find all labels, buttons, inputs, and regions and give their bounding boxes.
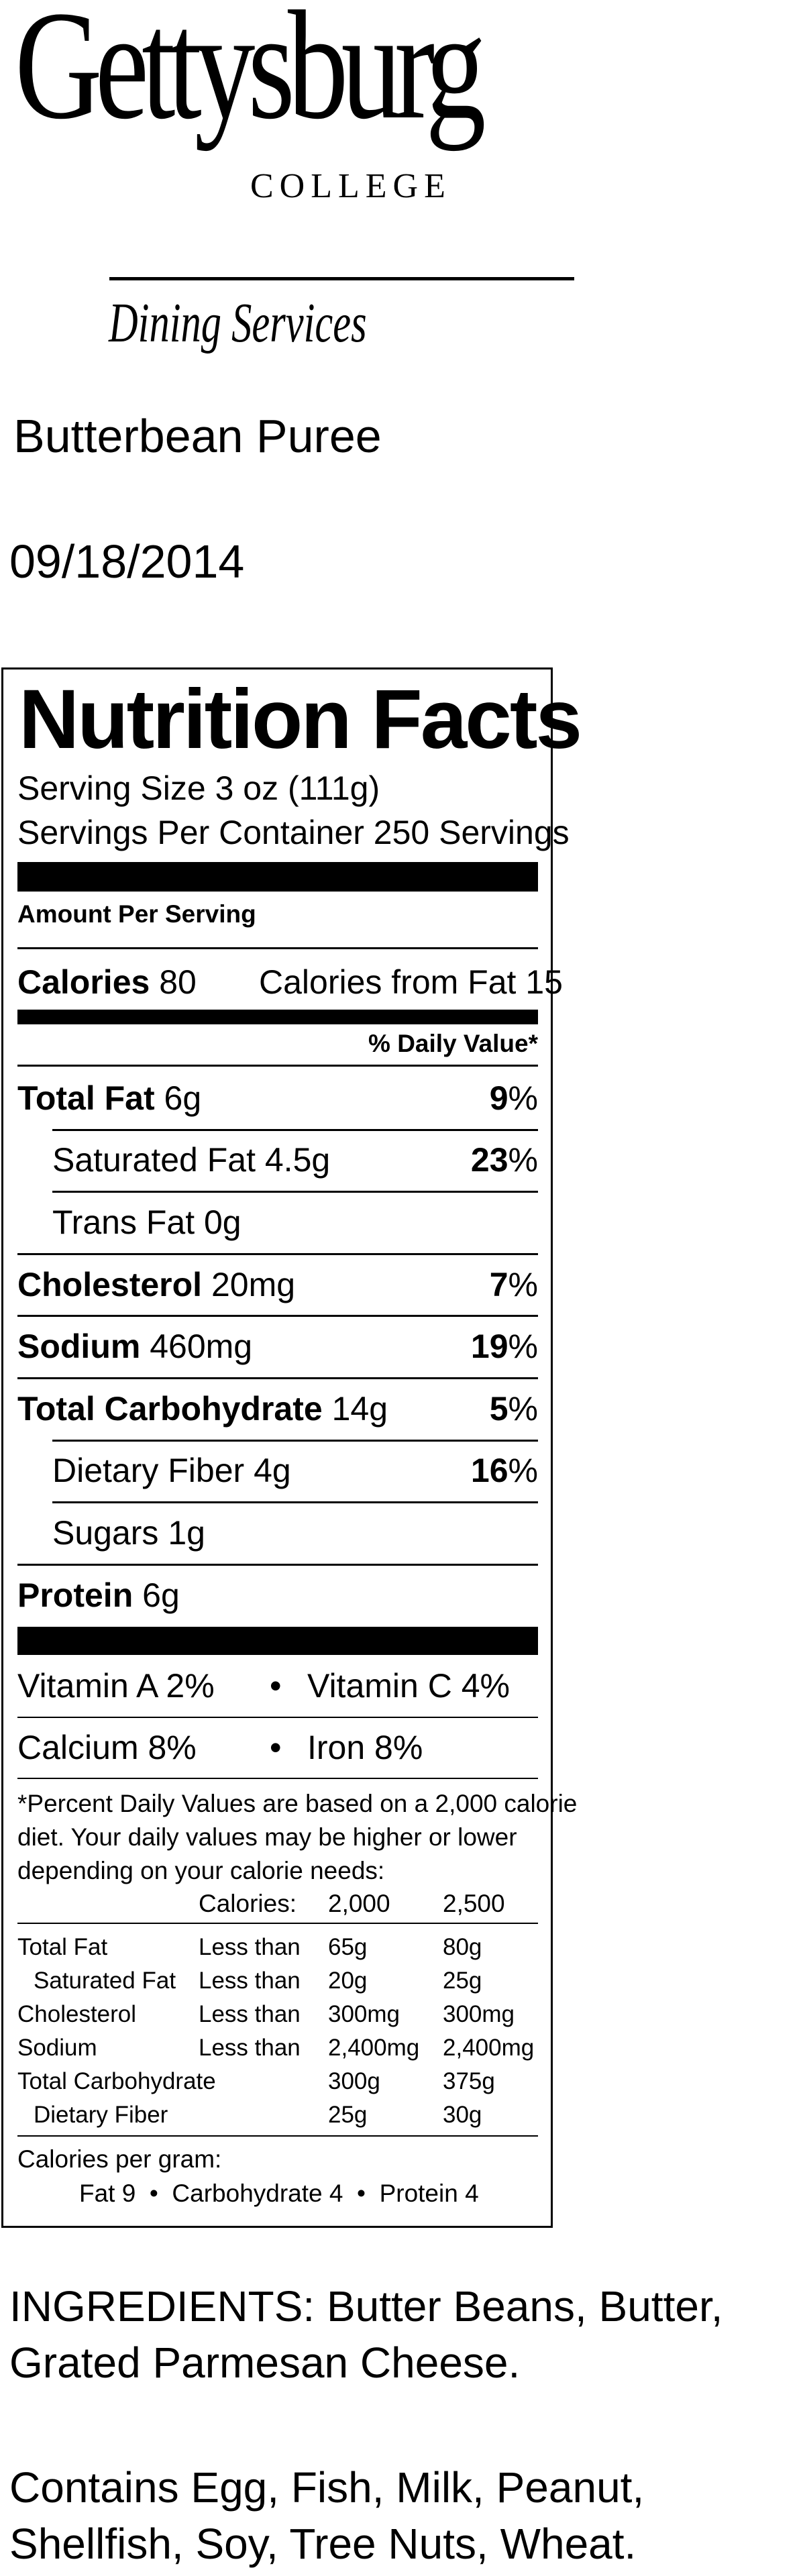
ingredients-text: INGREDIENTS: Butter Beans, Butter, Grated Parmesan Cheese. xyxy=(9,2282,723,2387)
dv-value: 5 xyxy=(489,1390,508,1428)
dv-value: 23 xyxy=(470,1141,508,1179)
dv-table-nutrient: Total Carbohydrate xyxy=(17,2068,216,2094)
thick-divider xyxy=(17,862,538,892)
nutrient-label: Sugars xyxy=(52,1514,159,1552)
iron: Iron 8% xyxy=(307,1729,423,1766)
dv-table-2500-value: 25g xyxy=(443,1968,482,1994)
dv-table-2000-value: 65g xyxy=(328,1934,368,1960)
dv-table-qualifier: Less than xyxy=(199,1968,301,1994)
nutrient-label: Protein xyxy=(17,1576,133,1614)
dv-table-header-2000: 2,000 xyxy=(328,1890,390,1917)
divider xyxy=(17,1717,538,1718)
dv-table-2500-value: 30g xyxy=(443,2102,482,2128)
nutrient-dv-total-fat xyxy=(370,1081,538,1115)
nutrient-row-trans-fat xyxy=(52,1205,241,1239)
percent-sign: % xyxy=(508,1452,538,1489)
footnote-line: depending on your calorie needs: xyxy=(17,1857,385,1884)
divider xyxy=(17,1778,538,1779)
dv-value: 9 xyxy=(489,1079,508,1117)
nutrition-facts-title: Nutrition Facts xyxy=(19,673,580,766)
divider xyxy=(52,1501,538,1503)
dv-value: 7 xyxy=(489,1266,508,1303)
nutrient-amount: 14g xyxy=(331,1390,388,1428)
logo-divider xyxy=(109,277,574,280)
nutrient-dv-total-carbohydrate xyxy=(370,1392,538,1426)
nutrient-amount: 20mg xyxy=(211,1266,296,1303)
vitamin-c: Vitamin C 4% xyxy=(307,1667,510,1705)
dv-table-2000-value: 300mg xyxy=(328,2001,400,2027)
divider xyxy=(17,1065,538,1067)
dv-table-2500-value: 300mg xyxy=(443,2001,515,2027)
medium-divider xyxy=(17,1010,538,1024)
footnote-line: diet. Your daily values may be higher or lower xyxy=(17,1823,517,1851)
nutrient-label: Dietary Fiber xyxy=(52,1452,245,1489)
nutrient-row-sugars xyxy=(52,1516,205,1550)
protein-per-gram: Protein 4 xyxy=(379,2180,479,2207)
calories-label: Calories xyxy=(17,963,150,1001)
carbohydrate-per-gram: Carbohydrate 4 xyxy=(172,2180,343,2207)
bullet: • xyxy=(357,2180,366,2207)
item-date: 09/18/2014 xyxy=(9,535,245,588)
nutrient-amount: 0g xyxy=(204,1203,241,1241)
servings-per-container: Servings Per Container 250 Servings xyxy=(17,814,570,851)
nutrient-row-sodium xyxy=(17,1330,252,1363)
bullet: • xyxy=(270,1667,282,1705)
allergens-text: Contains Egg, Fish, Milk, Peanut, Shellfish, Soy, Tree Nuts, Wheat. xyxy=(9,2463,645,2568)
nutrient-amount: 4g xyxy=(254,1452,291,1489)
dv-table-2000-value: 20g xyxy=(328,1968,368,1994)
serving-size: Serving Size 3 oz (111g) xyxy=(17,769,380,807)
divider xyxy=(17,1315,538,1317)
percent-sign: % xyxy=(508,1141,538,1179)
dv-table-qualifier: Less than xyxy=(199,1934,301,1960)
dv-table-2000-value: 300g xyxy=(328,2068,380,2094)
dv-table-nutrient: Saturated Fat xyxy=(34,1968,176,1994)
dv-table-qualifier: Less than xyxy=(199,2001,301,2027)
percent-sign: % xyxy=(508,1266,538,1303)
dv-table-header-2500: 2,500 xyxy=(443,1890,505,1917)
dv-value: 19 xyxy=(470,1328,508,1365)
thick-divider xyxy=(17,1627,538,1655)
nutrient-dv-cholesterol xyxy=(370,1268,538,1301)
calories-per-gram-label: Calories per gram: xyxy=(17,2145,222,2173)
college-logo-wordmark: Gettysburg xyxy=(15,0,479,152)
nutrient-dv-dietary-fiber xyxy=(370,1454,538,1487)
dv-table-qualifier: Less than xyxy=(199,2035,301,2061)
dv-table-2500-value: 2,400mg xyxy=(443,2035,535,2061)
calories-value: 80 xyxy=(159,963,197,1001)
percent-sign: % xyxy=(508,1390,538,1428)
divider xyxy=(17,1923,538,1924)
bullet: • xyxy=(270,1729,282,1766)
divider xyxy=(17,1564,538,1566)
nutrient-amount: 1g xyxy=(168,1514,205,1552)
nutrient-dv-sodium xyxy=(370,1330,538,1363)
department-name: Dining Services xyxy=(109,292,367,354)
nutrient-row-total-carbohydrate xyxy=(17,1392,388,1426)
dv-table-header-calories: Calories: xyxy=(199,1890,297,1917)
nutrient-dv-saturated-fat xyxy=(370,1143,538,1177)
nutrient-label: Trans Fat xyxy=(52,1203,195,1241)
divider xyxy=(17,947,538,949)
dv-table-2000-value: 2,400mg xyxy=(328,2035,420,2061)
calories-per-gram-values xyxy=(79,2181,479,2206)
dv-table-nutrient: Dietary Fiber xyxy=(34,2102,168,2128)
divider xyxy=(17,1253,538,1255)
dv-table-nutrient: Sodium xyxy=(17,2035,97,2061)
bullet: • xyxy=(149,2180,158,2207)
percent-sign: % xyxy=(508,1079,538,1117)
nutrient-amount: 6g xyxy=(164,1079,202,1117)
dv-table-2500-value: 375g xyxy=(443,2068,495,2094)
vitamin-a: Vitamin A 2% xyxy=(17,1667,215,1705)
fat-per-gram: Fat 9 xyxy=(79,2180,136,2207)
calcium: Calcium 8% xyxy=(17,1729,197,1766)
nutrient-row-dietary-fiber xyxy=(52,1454,291,1487)
percent-sign: % xyxy=(508,1328,538,1365)
nutrient-row-saturated-fat xyxy=(52,1143,330,1177)
dv-table-nutrient: Total Fat xyxy=(17,1934,108,1960)
dv-table-nutrient: Cholesterol xyxy=(17,2001,137,2027)
divider xyxy=(52,1440,538,1442)
nutrient-amount: 6g xyxy=(142,1576,180,1614)
calories-row xyxy=(17,965,197,999)
daily-value-header: % Daily Value* xyxy=(368,1030,538,1057)
divider xyxy=(52,1191,538,1193)
nutrient-row-total-fat xyxy=(17,1081,201,1115)
dv-value: 16 xyxy=(470,1452,508,1489)
calories-from-fat: Calories from Fat 15 xyxy=(259,963,563,1001)
nutrient-row-cholesterol xyxy=(17,1268,295,1301)
dv-table-2000-value: 25g xyxy=(328,2102,368,2128)
item-name: Butterbean Puree xyxy=(13,410,382,462)
nutrient-amount: 460mg xyxy=(150,1328,253,1365)
nutrient-label: Saturated Fat xyxy=(52,1141,256,1179)
nutrient-amount: 4.5g xyxy=(264,1141,331,1179)
college-logo-subtitle: COLLEGE xyxy=(250,167,451,205)
dv-table-2500-value: 80g xyxy=(443,1934,482,1960)
nutrient-label: Total Fat xyxy=(17,1079,155,1117)
divider xyxy=(17,2135,538,2137)
nutrient-label: Cholesterol xyxy=(17,1266,203,1303)
amount-per-serving: Amount Per Serving xyxy=(17,900,256,928)
nutrient-row-protein xyxy=(17,1578,180,1612)
footnote-line: *Percent Daily Values are based on a 2,000 calorie xyxy=(17,1790,578,1817)
divider xyxy=(17,1377,538,1379)
divider xyxy=(52,1129,538,1131)
nutrient-label: Sodium xyxy=(17,1328,141,1365)
nutrient-label: Total Carbohydrate xyxy=(17,1390,323,1428)
